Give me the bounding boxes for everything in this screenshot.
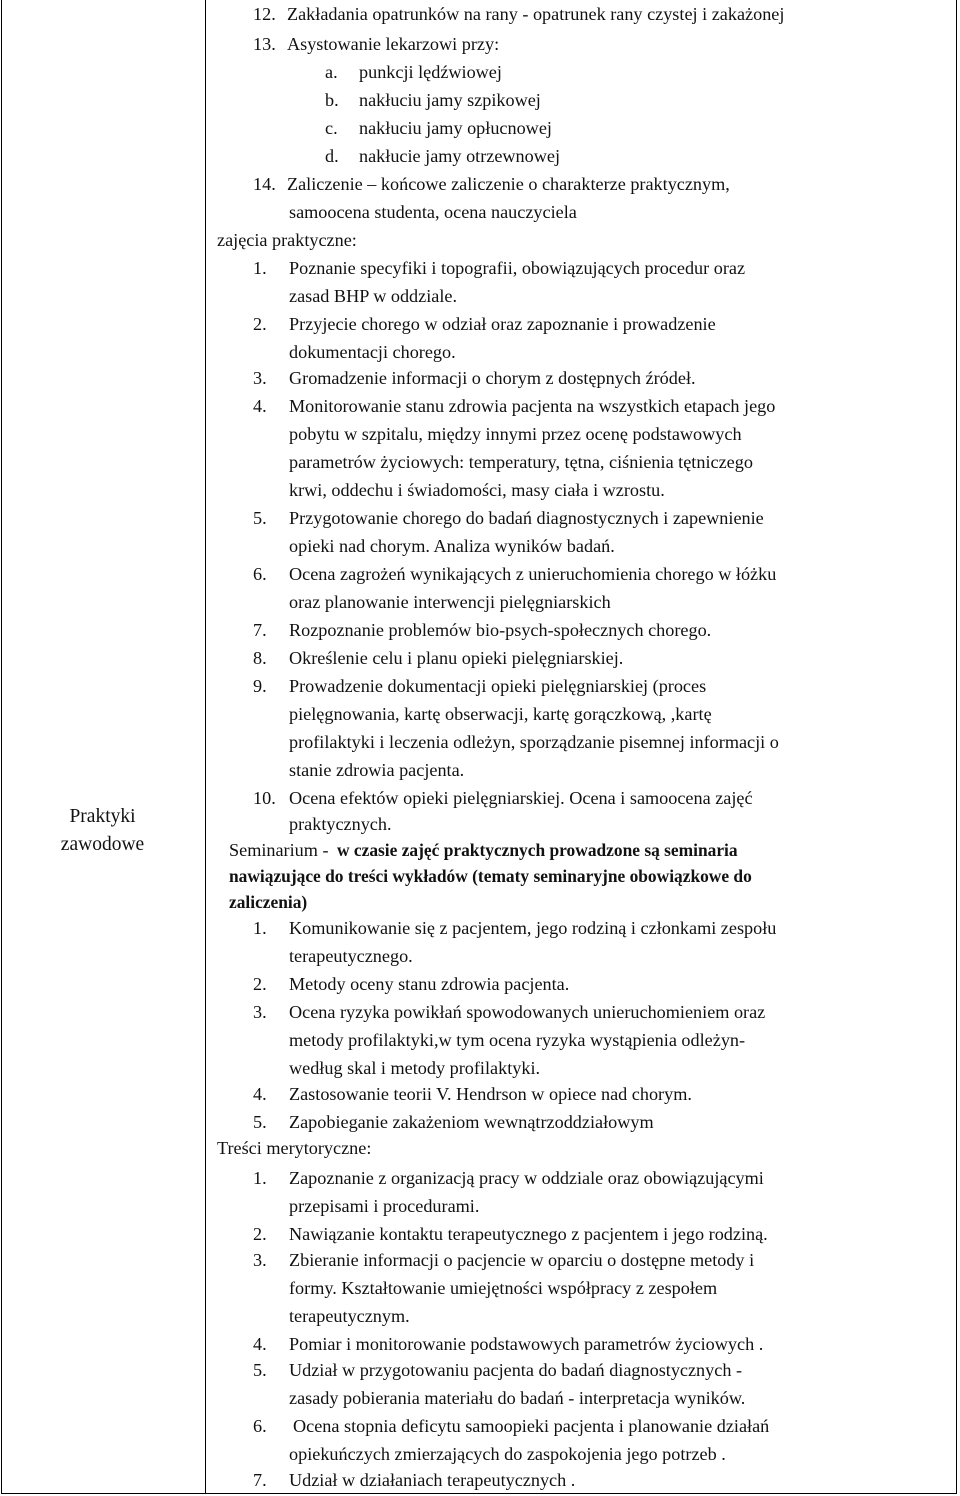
list-number: 12. [253, 4, 276, 24]
text-line [0, 420, 955, 448]
line-text: Udział w przygotowaniu pacjenta do badań diagnostycznych - [289, 1360, 743, 1380]
line-text: Udział w działaniach terapeutycznych . [289, 1470, 576, 1490]
list-number: 3. [253, 368, 267, 388]
list-number: 7. [253, 620, 267, 640]
text-line [0, 254, 955, 282]
line-text-bold: w czasie zajęć praktycznych prowadzone są seminaria [337, 840, 738, 860]
text-line [0, 970, 955, 998]
line-text: Określenie celu i planu opieki pielęgniarskiej. [289, 648, 624, 668]
line-text: Przyjecie chorego w odział oraz zapoznanie i prowadzenie [289, 314, 716, 334]
text-line [0, 86, 955, 114]
line-text: Ocena efektów opieki pielęgniarskiej. Ocena i samoocena zajęć [289, 788, 753, 808]
line-text: nakłuciu jamy opłucnowej [359, 118, 552, 138]
list-number: 7. [253, 1470, 267, 1490]
line-text: Pomiar i monitorowanie podstawowych parametrów życiowych . [289, 1334, 764, 1354]
list-number: 5. [253, 508, 267, 528]
list-number: b. [325, 90, 339, 110]
text-line [0, 616, 955, 644]
line-text: pobytu w szpitalu, między innymi przez ocenę podstawowych [289, 424, 742, 444]
line-text: Zapoznanie z organizacją pracy w oddziale oraz obowiązującymi [289, 1168, 764, 1188]
text-line [0, 588, 955, 616]
line-text: stanie zdrowia pacjenta. [289, 760, 465, 780]
list-number: 14. [253, 174, 276, 194]
line-text: praktycznych. [289, 814, 392, 834]
text-line [0, 1026, 955, 1054]
line-text: nakłucie jamy otrzewnowej [359, 146, 560, 166]
list-number: 2. [253, 974, 267, 994]
text-line [0, 672, 955, 700]
text-line [0, 1440, 955, 1468]
list-number: 6. [253, 564, 267, 584]
list-number: c. [325, 118, 338, 138]
text-line [0, 504, 955, 532]
text-line [0, 1274, 955, 1302]
text-line [0, 998, 955, 1026]
line-text: Seminarium - [229, 840, 329, 860]
text-line [0, 448, 955, 476]
text-line [0, 836, 955, 864]
text-line [0, 1356, 955, 1384]
text-line [0, 1080, 955, 1108]
line-text: Przygotowanie chorego do badań diagnostycznych i zapewnienie [289, 508, 764, 528]
line-text: dokumentacji chorego. [289, 342, 456, 362]
line-text: Ocena zagrożeń wynikających z unieruchomienia chorego w łóżku [289, 564, 777, 584]
text-line [0, 114, 955, 142]
text-line [0, 1108, 955, 1136]
text-line [0, 942, 955, 970]
text-line [0, 1220, 955, 1248]
list-number: 2. [253, 314, 267, 334]
line-text: terapeutycznym. [289, 1306, 410, 1326]
side-label-line-1: Praktyki [69, 806, 136, 827]
line-text: opiekuńczych zmierzających do zaspokojenia jego potrzeb . [289, 1444, 726, 1464]
text-line [0, 310, 955, 338]
text-line [0, 282, 955, 310]
text-line [0, 1192, 955, 1220]
text-line [0, 810, 955, 838]
line-text: Prowadzenie dokumentacji opieki pielęgniarskiej (proces [289, 676, 707, 696]
line-text: Poznanie specyfiki i topografii, obowiązujących procedur oraz [289, 258, 746, 278]
text-line [0, 364, 955, 392]
text-line [0, 338, 955, 366]
text-line [0, 1134, 955, 1162]
text-line [0, 644, 955, 672]
line-text: Gromadzenie informacji o chorym z dostępnych źródeł. [289, 368, 696, 388]
line-text: oraz planowanie interwencji pielęgniarskich [289, 592, 611, 612]
line-text: metody profilaktyki,w tym ocena ryzyka wystąpienia odleżyn- [289, 1030, 746, 1050]
text-line [0, 1412, 955, 1440]
list-number: 10. [253, 788, 276, 808]
list-number: 5. [253, 1360, 267, 1380]
text-line [0, 1246, 955, 1274]
line-text: zasad BHP w oddziale. [289, 286, 458, 306]
text-line [0, 1466, 955, 1494]
line-text: Zaliczenie – końcowe zaliczenie o charakterze praktycznym, [287, 174, 730, 194]
list-number: 13. [253, 34, 276, 54]
text-line [0, 58, 955, 86]
line-text-bold: zaliczenia) [229, 892, 308, 912]
line-text: nakłuciu jamy szpikowej [359, 90, 541, 110]
text-line [0, 0, 955, 28]
line-text-bold: nawiązujące do treści wykładów (tematy seminaryjne obowiązkowe do [229, 866, 752, 886]
line-text: Monitorowanie stanu zdrowia pacjenta na wszystkich etapach jego [289, 396, 776, 416]
line-text: pielęgnowania, kartę obserwacji, kartę gorączkową, ,kartę [289, 704, 712, 724]
text-line [0, 1302, 955, 1330]
line-text: profilaktyki i leczenia odleżyn, sporządzanie pisemnej informacji o [289, 732, 779, 752]
line-text: przepisami i procedurami. [289, 1196, 480, 1216]
list-number: 4. [253, 396, 267, 416]
line-text: Zastosowanie teorii V. Hendrson w opiece nad chorym. [289, 1084, 692, 1104]
text-line [0, 862, 955, 890]
list-number: 1. [253, 1168, 267, 1188]
line-text: Ocena ryzyka powikłań spowodowanych unieruchomieniem oraz [289, 1002, 766, 1022]
list-number: 3. [253, 1250, 267, 1270]
line-text: parametrów życiowych: temperatury, tętna, ciśnienia tętniczego [289, 452, 753, 472]
text-line [0, 888, 955, 916]
line-text: Nawiązanie kontaktu terapeutycznego z pacjentem i jego rodziną. [289, 1224, 768, 1244]
line-text: Metody oceny stanu zdrowia pacjenta. [289, 974, 570, 994]
line-text: zajęcia praktyczne: [217, 230, 357, 250]
line-text: Zbieranie informacji o pacjencie w oparciu o dostępne metody i [289, 1250, 755, 1270]
side-label-line-2: zawodowe [60, 834, 145, 855]
list-number: 8. [253, 648, 267, 668]
list-number: d. [325, 146, 339, 166]
text-line [0, 784, 955, 812]
list-number: 6. [253, 1416, 267, 1436]
text-line [0, 476, 955, 504]
text-line [0, 756, 955, 784]
text-line [0, 142, 955, 170]
text-line [0, 1384, 955, 1412]
list-number: a. [325, 62, 338, 82]
line-text: Zakładania opatrunków na rany - opatrunek rany czystej i zakażonej [287, 4, 785, 24]
line-text: Asystowanie lekarzowi przy: [287, 34, 500, 54]
list-number: 1. [253, 258, 267, 278]
line-text: zasady pobierania materiału do badań - interpretacja wyników. [289, 1388, 746, 1408]
text-line [0, 1330, 955, 1358]
text-line [0, 532, 955, 560]
line-text: opieki nad chorym. Analiza wyników badań. [289, 536, 615, 556]
text-line [0, 1054, 955, 1082]
line-text: formy. Kształtowanie umiejętności współpracy z zespołem [289, 1278, 718, 1298]
list-number: 4. [253, 1084, 267, 1104]
line-text: samoocena studenta, ocena nauczyciela [289, 202, 577, 222]
line-text: punkcji lędźwiowej [359, 62, 502, 82]
line-text: Treści merytoryczne: [217, 1138, 372, 1158]
line-text: krwi, oddechu i świadomości, masy ciała i wzrostu. [289, 480, 665, 500]
text-line [0, 728, 955, 756]
line-text: terapeutycznego. [289, 946, 413, 966]
list-number: 9. [253, 676, 267, 696]
text-line [0, 914, 955, 942]
text-line [0, 30, 955, 58]
text-line [0, 198, 955, 226]
line-text: według skal i metody profilaktyki. [289, 1058, 541, 1078]
list-number: 2. [253, 1224, 267, 1244]
text-line [0, 1164, 955, 1192]
line-text: Komunikowanie się z pacjentem, jego rodziną i członkami zespołu [289, 918, 777, 938]
text-line [0, 226, 955, 254]
text-line [0, 560, 955, 588]
text-line [0, 700, 955, 728]
text-line [0, 392, 955, 420]
list-number: 1. [253, 918, 267, 938]
list-number: 3. [253, 1002, 267, 1022]
list-number: 4. [253, 1334, 267, 1354]
line-text: Ocena stopnia deficytu samoopieki pacjenta i planowanie działań [293, 1416, 770, 1436]
text-line [0, 170, 955, 198]
list-number: 5. [253, 1112, 267, 1132]
line-text: Zapobieganie zakażeniom wewnątrzoddziałowym [289, 1112, 654, 1132]
line-text: Rozpoznanie problemów bio-psych-społecznych chorego. [289, 620, 712, 640]
